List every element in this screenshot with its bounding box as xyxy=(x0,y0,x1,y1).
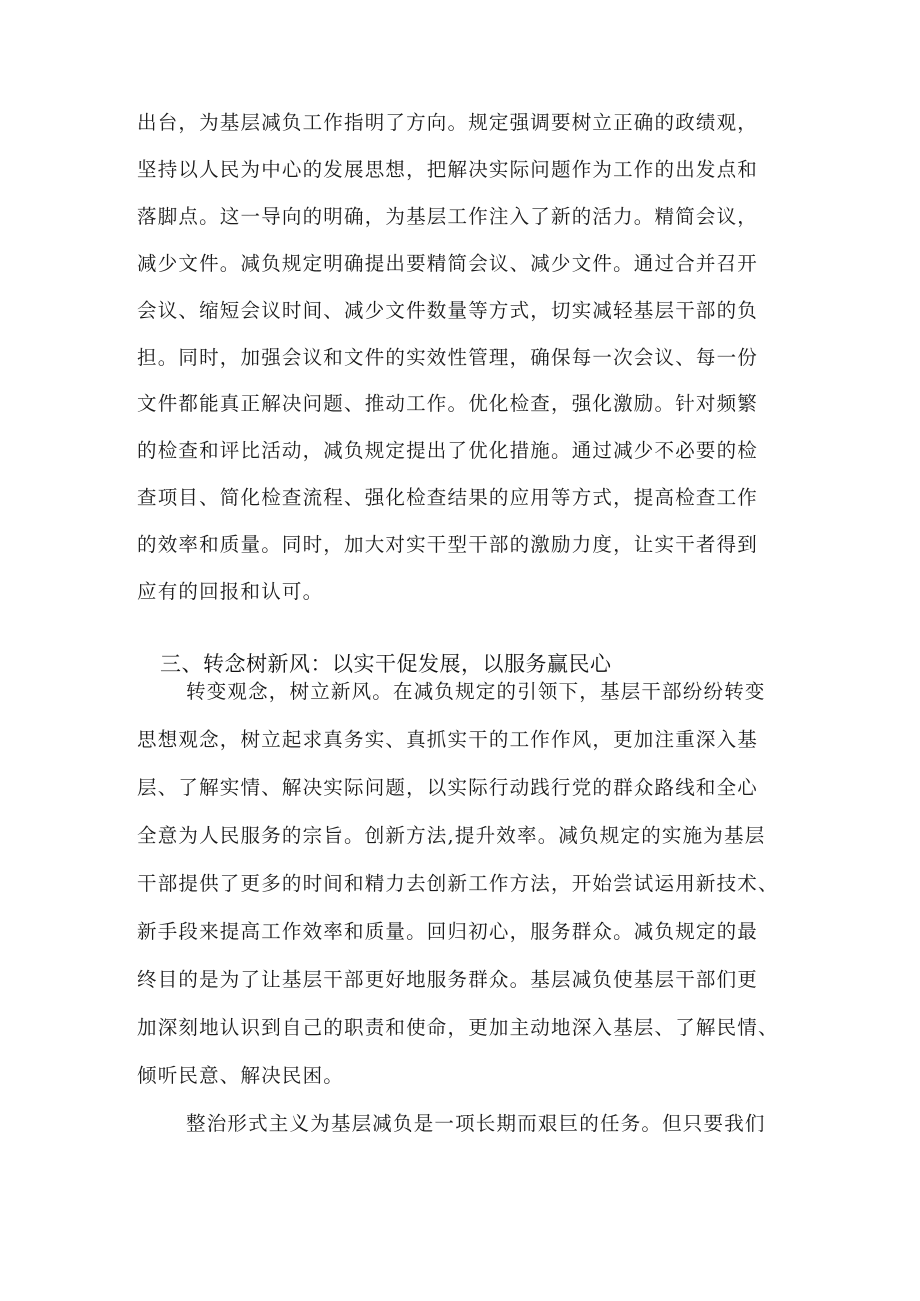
paragraph-line: 落脚点。这一导向的明确，为基层工作注入了新的活力。精简会议， xyxy=(137,205,759,228)
paragraph-line: 思想观念，树立起求真务实、真抓实干的工作作风，更加注重深入基 xyxy=(137,728,759,751)
paragraph-line: 的效率和质量。同时，加大对实干型干部的激励力度，让实干者得到 xyxy=(137,533,759,556)
paragraph-line: 加深刻地认识到自己的职责和使命，更加主动地深入基层、了解民情、 xyxy=(137,1016,779,1039)
paragraph-line: 出台，为基层减负工作指明了方向。规定强调要树立正确的政绩观， xyxy=(137,111,759,134)
paragraph-line: 整治形式主义为基层减负是一项长期而艰巨的任务。但只要我们 xyxy=(186,1112,766,1135)
paragraph-line: 的检查和评比活动，减负规定提出了优化措施。通过减少不必要的检 xyxy=(137,439,759,462)
paragraph-line: 干部提供了更多的时间和精力去创新工作方法，开始尝试运用新技术、 xyxy=(137,872,779,895)
paragraph-line: 终目的是为了让基层干部更好地服务群众。基层减负使基层干部们更 xyxy=(137,968,759,991)
paragraph-line: 担。同时，加强会议和文件的实效性管理，确保每一次会议、每一份 xyxy=(137,346,759,369)
section-heading: 三、转念树新风：以实干促发展，以服务赢民心 xyxy=(160,652,612,676)
paragraph-line: 应有的回报和认可。 xyxy=(137,580,324,603)
paragraph-line: 新手段来提高工作效率和质量。回归初心，服务群众。减负规定的最 xyxy=(137,920,759,943)
paragraph-line: 转变观念，树立新风。在减负规定的引领下，基层干部纷纷转变 xyxy=(186,680,766,703)
paragraph-line: 全意为人民服务的宗旨。创新方法,提升效率。减负规定的实施为基层 xyxy=(137,824,766,847)
paragraph-line: 层、了解实情、解决实际问题，以实际行动践行党的群众路线和全心 xyxy=(137,776,759,799)
paragraph-line: 减少文件。减负规定明确提出要精简会议、减少文件。通过合并召开 xyxy=(137,252,759,275)
paragraph-line: 坚持以人民为中心的发展思想，把解决实际问题作为工作的出发点和 xyxy=(137,158,759,181)
paragraph-line: 查项目、简化检查流程、强化检查结果的应用等方式，提高检查工作 xyxy=(137,486,759,509)
paragraph-line: 倾听民意、解决民困。 xyxy=(137,1064,345,1087)
paragraph-line: 文件都能真正解决问题、推动工作。优化检查，强化激励。针对频繁 xyxy=(137,392,759,415)
paragraph-line: 会议、缩短会议时间、减少文件数量等方式，切实减轻基层干部的负 xyxy=(137,299,759,322)
